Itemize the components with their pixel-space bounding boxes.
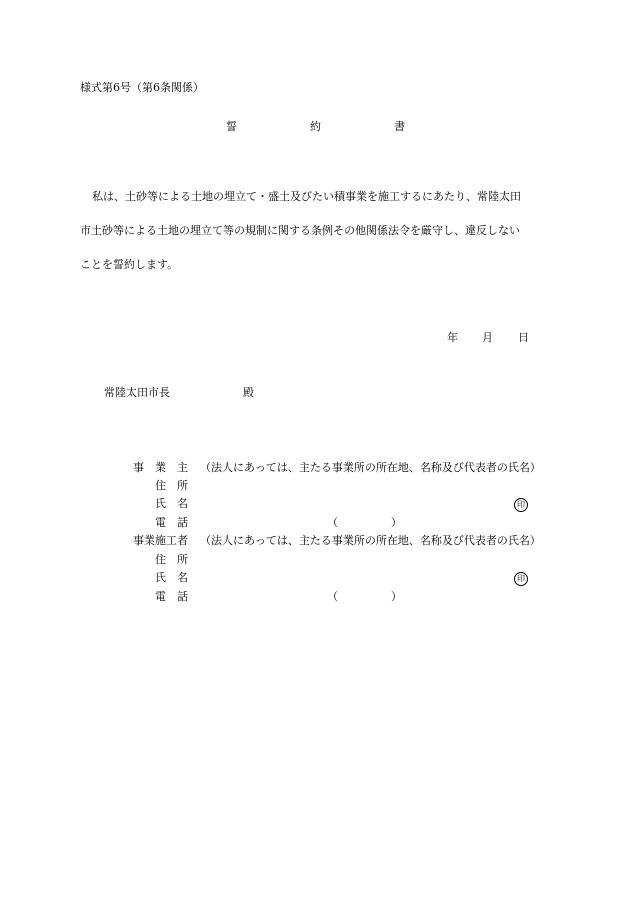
- body-line-3: ことを誓約します。: [80, 258, 179, 271]
- phone-close-paren-owner: ）: [391, 516, 402, 529]
- phone-open-paren-owner: （: [327, 516, 338, 529]
- phone-open-paren-contractor: （: [327, 590, 338, 603]
- body-line-1: 私は、土砂等による土地の埋立て・盛土及びたい積事業を施工するにあたり、常陸太田: [92, 190, 521, 203]
- date-day-label: 日: [518, 331, 529, 344]
- seal-owner: [514, 497, 528, 512]
- party-note-owner: （法人にあっては、主たる事業所の所在地、名称及び代表者の氏名）: [200, 461, 541, 474]
- phone-close-paren-contractor: ）: [391, 590, 402, 603]
- name-label-contractor: 氏 名: [155, 571, 188, 584]
- address-label-contractor: 住 所: [155, 553, 188, 566]
- document-title: [0, 120, 630, 134]
- recipient-honorific: 殿: [243, 386, 254, 399]
- date-month-label: 月: [482, 331, 493, 344]
- title-char-2: 約: [310, 120, 321, 133]
- title-char-1: 誓: [226, 120, 237, 133]
- seal-contractor: [514, 571, 528, 586]
- date-year-label: 年: [447, 331, 458, 344]
- seal-icon: 印: [514, 498, 528, 512]
- phone-label-owner: 電 話: [155, 516, 188, 529]
- name-label-owner: 氏 名: [155, 497, 188, 510]
- seal-icon: 印: [514, 572, 528, 586]
- title-char-3: 書: [394, 120, 405, 133]
- recipient-name: 常陸太田市長: [104, 386, 170, 399]
- address-label-owner: 住 所: [155, 479, 188, 492]
- phone-label-contractor: 電 話: [155, 590, 188, 603]
- party-role-contractor: 事業施工者: [133, 534, 188, 547]
- party-role-owner: 事 業 主: [133, 461, 188, 474]
- form-number: 様式第6号（第6条関係）: [80, 81, 204, 94]
- party-note-contractor: （法人にあっては、主たる事業所の所在地、名称及び代表者の氏名）: [200, 534, 541, 547]
- body-line-2: 市土砂等による土地の埋立て等の規制に関する条例その他関係法令を厳守し、違反しない: [80, 224, 520, 237]
